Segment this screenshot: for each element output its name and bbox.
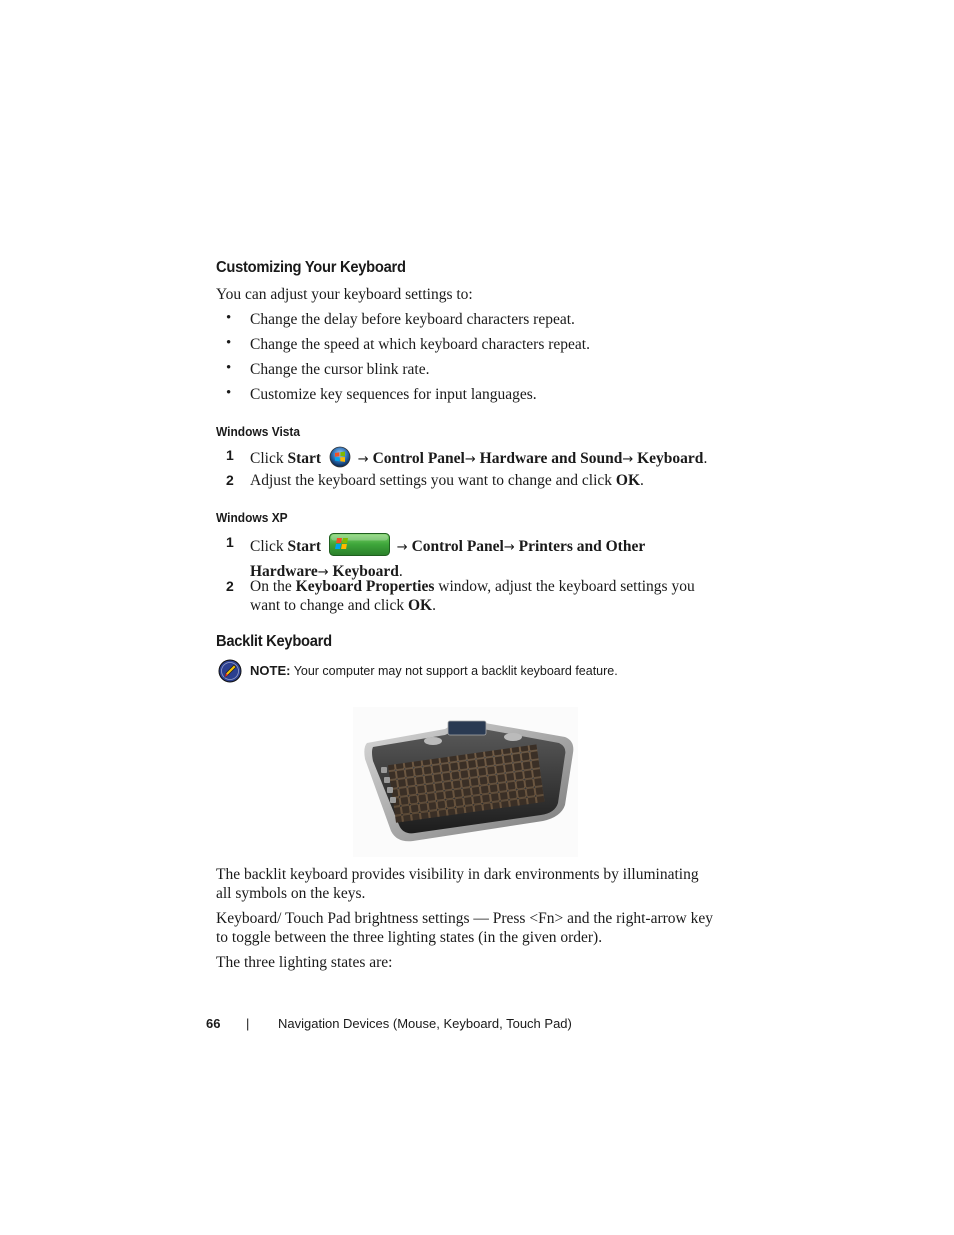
paragraph-backlit: The backlit keyboard provides visibility in dark environments by illuminating all symbols on the keys. xyxy=(216,866,699,902)
step-text: window, adjust the keyboard settings you want to change and click xyxy=(250,578,695,614)
bullet-item: Customize key sequences for input languages. xyxy=(250,386,537,403)
footer-title: Navigation Devices (Mouse, Keyboard, Touch Pad) xyxy=(278,1016,572,1031)
keyboard-label: Keyboard xyxy=(637,450,704,467)
period: . xyxy=(640,472,644,489)
period: . xyxy=(432,597,436,614)
heading-windows-vista: Windows Vista xyxy=(216,424,301,439)
page-number: 66 xyxy=(206,1016,221,1031)
ok-label: OK xyxy=(407,597,433,614)
footer-separator: | xyxy=(246,1016,250,1031)
note xyxy=(250,663,618,678)
step-text: On the xyxy=(250,578,292,595)
step-text: Click xyxy=(250,538,284,555)
heading-backlit-keyboard: Backlit Keyboard xyxy=(216,633,332,650)
note-pencil-icon xyxy=(218,659,242,688)
note-label: NOTE: xyxy=(250,663,291,678)
period: . xyxy=(703,450,708,467)
arrow: → xyxy=(357,452,369,467)
arrow: → xyxy=(396,540,408,555)
period: . xyxy=(398,563,403,580)
bullet-item: Change the delay before keyboard characters repeat. xyxy=(250,311,575,328)
hardware-sound-label: Hardware and Sound xyxy=(479,450,623,467)
bullet-marker: • xyxy=(226,385,232,401)
arrow: → xyxy=(503,540,515,555)
arrow: → xyxy=(464,452,476,467)
printers-hardware-label: Printers and Other Hardware xyxy=(250,538,645,580)
backlit-keyboard-image xyxy=(353,707,578,857)
note-text: Your computer may not support a backlit keyboard feature. xyxy=(293,664,618,678)
control-panel-label: Control Panel xyxy=(372,450,465,467)
start-label: Start xyxy=(287,450,322,467)
step-text: Adjust the keyboard settings you want to change and click xyxy=(250,472,613,489)
ok-label: OK xyxy=(615,472,641,489)
xp-step-1 xyxy=(250,533,720,582)
bullet-item: Change the speed at which keyboard characters repeat. xyxy=(250,336,590,353)
step-number: 2 xyxy=(226,472,234,488)
step-number: 1 xyxy=(226,447,234,463)
paragraph-lighting-states: The three lighting states are: xyxy=(216,954,393,971)
arrow: → xyxy=(317,565,329,580)
heading-windows-xp: Windows XP xyxy=(216,510,288,525)
bullet-marker: • xyxy=(226,310,232,326)
bullet-marker: • xyxy=(226,360,232,376)
keyboard-properties-label: Keyboard Properties xyxy=(295,578,435,595)
step-text: Click xyxy=(250,450,284,467)
windows-xp-start-button-icon xyxy=(329,533,391,562)
vista-step-2 xyxy=(250,471,720,490)
windows-vista-orb-icon xyxy=(329,446,351,473)
control-panel-label: Control Panel xyxy=(411,538,504,555)
paragraph-brightness: Keyboard/ Touch Pad brightness settings — Press <Fn> and the right-arrow key to toggle between the three lighting states (in the given order). xyxy=(216,910,713,946)
arrow: → xyxy=(622,452,634,467)
intro-text: You can adjust your keyboard settings to: xyxy=(216,286,473,303)
step-number: 2 xyxy=(226,578,234,594)
keyboard-label: Keyboard xyxy=(332,563,399,580)
heading-customizing-keyboard: Customizing Your Keyboard xyxy=(216,259,406,276)
bullet-item: Change the cursor blink rate. xyxy=(250,361,430,378)
bullet-marker: • xyxy=(226,335,232,351)
xp-step-2 xyxy=(250,577,720,615)
start-label: Start xyxy=(287,538,322,555)
vista-step-1 xyxy=(250,446,720,473)
step-number: 1 xyxy=(226,534,234,550)
